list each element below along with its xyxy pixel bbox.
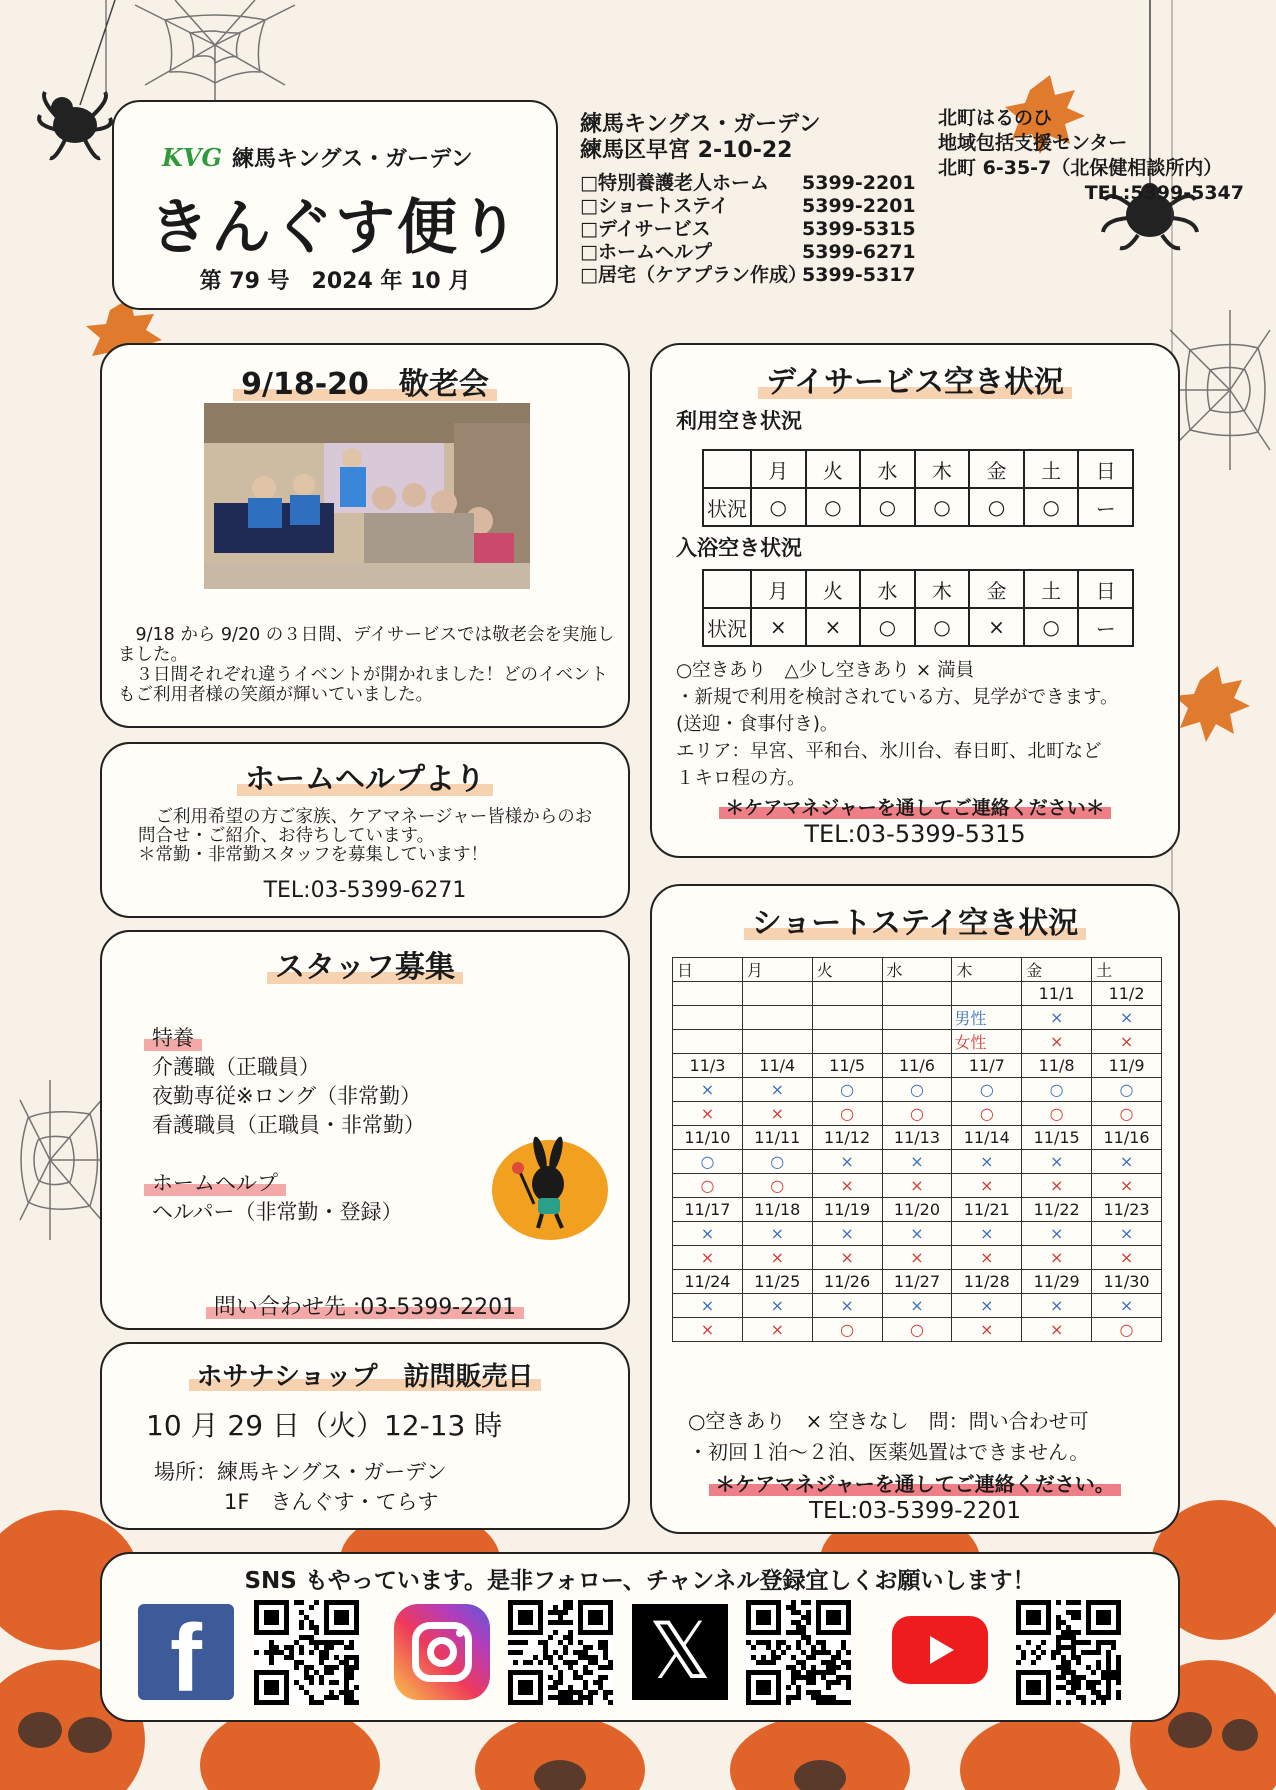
corner-cell bbox=[703, 570, 751, 608]
date-cell bbox=[742, 982, 812, 1006]
day-header: 月 bbox=[751, 570, 806, 608]
date-cell: 11/29 bbox=[1022, 1270, 1092, 1294]
status-cell: ○ bbox=[806, 488, 861, 526]
female-status-cell: × bbox=[812, 1246, 882, 1270]
sns-text: SNS もやっています。是非フォロー、チャンネル登録宜しくお願いします！ bbox=[244, 1568, 1036, 1594]
female-status-cell: × bbox=[742, 1318, 812, 1342]
date-cell: 11/14 bbox=[952, 1126, 1022, 1150]
dayservice-notes bbox=[676, 657, 1119, 792]
male-status-cell: × bbox=[1022, 1222, 1092, 1246]
date-cell bbox=[882, 982, 952, 1006]
service-tel: 5399-5317 bbox=[802, 264, 916, 286]
rabbit-mascot-icon bbox=[490, 1132, 610, 1242]
service-tel: 5399-2201 bbox=[802, 172, 916, 194]
day-header: 火 bbox=[806, 450, 861, 488]
female-status-cell: × bbox=[1022, 1318, 1092, 1342]
center-info bbox=[938, 106, 1268, 206]
status-cell: × bbox=[969, 608, 1024, 646]
recruit-cat-tokuyo: 特養 bbox=[152, 1024, 194, 1053]
female-label: 女性 bbox=[952, 1030, 1022, 1054]
recruit-panel bbox=[100, 930, 630, 1330]
date-cell bbox=[673, 982, 743, 1006]
male-status-cell: × bbox=[812, 1222, 882, 1246]
bath-table bbox=[702, 569, 1134, 647]
female-status-cell: × bbox=[742, 1102, 812, 1126]
status-cell: ー bbox=[1078, 608, 1133, 646]
dayservice-panel bbox=[650, 343, 1180, 858]
male-status-cell: ○ bbox=[1092, 1078, 1162, 1102]
recruit-item: ヘルパー（非常勤・登録） bbox=[152, 1200, 403, 1224]
date-cell: 11/27 bbox=[882, 1270, 952, 1294]
homehelp-text: ご利用希望の方ご家族、ケアマネージャー皆様からのお問合せ・ご紹介、お待ちしています。 ＊常勤・非常勤スタッフを募集しています！ bbox=[138, 807, 593, 865]
date-cell: 11/11 bbox=[742, 1126, 812, 1150]
title-box bbox=[112, 100, 558, 310]
female-status-cell: ○ bbox=[1092, 1102, 1162, 1126]
keirokai-text: 9/18 から 9/20 の３日間、デイサービスでは敬老会を実施しました。 ３日間それぞれ違うイベントが開かれました！どのイベントもご利用者様の笑顔が輝いていました。 bbox=[118, 625, 615, 705]
row-label: 状況 bbox=[703, 608, 751, 646]
female-status-cell: ○ bbox=[742, 1174, 812, 1198]
date-cell: 11/18 bbox=[742, 1198, 812, 1222]
dayservice-note: エリア：早宮、平和台、氷川台、春日町、北町など bbox=[676, 741, 1102, 762]
usage-label: 利用空き状況 bbox=[676, 409, 802, 433]
shortstay-panel bbox=[650, 884, 1180, 1534]
bath-label: 入浴空き状況 bbox=[676, 536, 802, 560]
female-status-cell: × bbox=[1022, 1030, 1092, 1054]
male-status-cell: × bbox=[742, 1078, 812, 1102]
date-cell: 11/13 bbox=[882, 1126, 952, 1150]
date-cell: 11/21 bbox=[952, 1198, 1022, 1222]
day-header: 金 bbox=[969, 570, 1024, 608]
newsletter-title: きんぐす便り bbox=[149, 193, 521, 263]
shortstay-title: ショートステイ空き状況 bbox=[752, 898, 1078, 942]
male-status-cell: × bbox=[1022, 1294, 1092, 1318]
center-line2: 地域包括支援センター bbox=[938, 132, 1128, 154]
male-status-cell bbox=[882, 1006, 952, 1030]
recruit-list bbox=[152, 1024, 425, 1227]
male-status-cell: × bbox=[952, 1222, 1022, 1246]
day-header: 土 bbox=[1024, 570, 1079, 608]
date-cell: 11/6 bbox=[882, 1054, 952, 1078]
male-status-cell: × bbox=[1092, 1222, 1162, 1246]
male-status-cell: × bbox=[882, 1222, 952, 1246]
shortstay-note: ・初回１泊～２泊、医薬処置はできません。 bbox=[688, 1440, 1090, 1464]
female-status-cell: × bbox=[673, 1246, 743, 1270]
female-status-cell: × bbox=[742, 1246, 812, 1270]
hosana-panel bbox=[100, 1342, 630, 1530]
instagram-qr-code[interactable] bbox=[508, 1600, 613, 1709]
date-cell: 11/28 bbox=[952, 1270, 1022, 1294]
keirokai-panel bbox=[100, 343, 630, 728]
female-status-cell bbox=[882, 1030, 952, 1054]
spider-web-icon bbox=[135, 0, 295, 100]
sns-panel bbox=[100, 1552, 1180, 1722]
day-header: 金 bbox=[969, 450, 1024, 488]
dayservice-cm-note: ＊ケアマネジャーを通してご連絡ください＊ bbox=[725, 793, 1105, 820]
x-qr-code[interactable] bbox=[746, 1600, 851, 1709]
day-header: 日 bbox=[1078, 450, 1133, 488]
hosana-place1: 場所：練馬キングス・ガーデン bbox=[154, 1460, 447, 1484]
status-cell: ○ bbox=[915, 488, 970, 526]
male-status-cell: × bbox=[882, 1294, 952, 1318]
female-status-cell: × bbox=[673, 1318, 743, 1342]
female-status-cell: × bbox=[1092, 1030, 1162, 1054]
male-status-cell: ○ bbox=[882, 1078, 952, 1102]
status-cell: ー bbox=[1078, 488, 1133, 526]
date-cell: 11/4 bbox=[742, 1054, 812, 1078]
female-status-cell: ○ bbox=[882, 1318, 952, 1342]
female-status-cell: × bbox=[882, 1174, 952, 1198]
homehelp-title: ホームヘルプより bbox=[245, 754, 485, 798]
date-cell: 11/8 bbox=[1022, 1054, 1092, 1078]
weekday-header: 火 bbox=[812, 958, 882, 982]
day-header: 水 bbox=[860, 570, 915, 608]
male-status-cell bbox=[673, 1006, 743, 1030]
dayservice-legend: ○空きあり △少し空きあり × 満員 bbox=[676, 660, 975, 681]
service-row bbox=[580, 264, 940, 287]
usage-table bbox=[702, 449, 1134, 527]
spider-icon bbox=[39, 0, 115, 158]
status-cell: ○ bbox=[751, 488, 806, 526]
recruit-item: 看護職員（正職員・非常勤） bbox=[152, 1113, 425, 1137]
female-status-cell: × bbox=[952, 1246, 1022, 1270]
shortstay-notes bbox=[688, 1406, 1089, 1468]
female-status-cell: ○ bbox=[673, 1174, 743, 1198]
service-tel: 5399-5315 bbox=[802, 218, 916, 240]
date-cell bbox=[952, 982, 1022, 1006]
service-label: □ショートステイ bbox=[580, 195, 729, 217]
male-status-cell: × bbox=[1092, 1006, 1162, 1030]
female-status-cell: × bbox=[812, 1174, 882, 1198]
day-header: 木 bbox=[915, 450, 970, 488]
status-cell: × bbox=[751, 608, 806, 646]
female-status-cell: ○ bbox=[1022, 1102, 1092, 1126]
female-status-cell: ○ bbox=[952, 1102, 1022, 1126]
male-status-cell: × bbox=[742, 1294, 812, 1318]
status-cell: ○ bbox=[1024, 608, 1079, 646]
service-tel: 5399-2201 bbox=[802, 195, 916, 217]
male-status-cell: ○ bbox=[812, 1078, 882, 1102]
date-cell: 11/5 bbox=[812, 1054, 882, 1078]
autumn-leaf-icon bbox=[1174, 666, 1250, 742]
female-status-cell: × bbox=[1022, 1246, 1092, 1270]
weekday-header: 木 bbox=[952, 958, 1022, 982]
date-cell: 11/16 bbox=[1092, 1126, 1162, 1150]
female-status-cell: ○ bbox=[812, 1102, 882, 1126]
status-cell: ○ bbox=[860, 488, 915, 526]
dayservice-note: ・新規で利用を検討されている方、見学ができます。 bbox=[676, 687, 1119, 708]
row-label: 状況 bbox=[703, 488, 751, 526]
male-status-cell: × bbox=[812, 1294, 882, 1318]
recruit-contact: 問い合わせ先 :03-5399-2201 bbox=[214, 1290, 516, 1321]
male-status-cell: × bbox=[1092, 1150, 1162, 1174]
date-cell: 11/10 bbox=[673, 1126, 743, 1150]
recruit-cat-homehelp: ホームヘルプ bbox=[152, 1169, 278, 1198]
date-cell: 11/9 bbox=[1092, 1054, 1162, 1078]
x-icon[interactable]: 𝕏 bbox=[632, 1604, 728, 1700]
dayservice-note: (送迎・食事付き)。 bbox=[676, 714, 839, 735]
service-label: □特別養護老人ホーム bbox=[580, 172, 769, 194]
facility-address: 練馬区早宮 2-10-22 bbox=[580, 138, 793, 163]
corner-cell bbox=[703, 450, 751, 488]
service-label: □ホームヘルプ bbox=[580, 241, 712, 263]
facility-name: 練馬キングス・ガーデン bbox=[580, 112, 821, 137]
service-label: □デイサービス bbox=[580, 218, 711, 240]
service-row bbox=[580, 218, 940, 241]
day-header: 月 bbox=[751, 450, 806, 488]
weekday-header: 金 bbox=[1022, 958, 1092, 982]
recruit-item: 夜勤専従※ロング（非常勤） bbox=[152, 1084, 422, 1108]
female-status-cell: × bbox=[673, 1102, 743, 1126]
day-header: 日 bbox=[1078, 570, 1133, 608]
female-status-cell: × bbox=[1092, 1174, 1162, 1198]
youtube-qr-code[interactable] bbox=[1016, 1600, 1121, 1709]
female-status-cell: × bbox=[1022, 1174, 1092, 1198]
male-status-cell: ○ bbox=[1022, 1078, 1092, 1102]
female-status-cell: ○ bbox=[812, 1318, 882, 1342]
facility-info bbox=[580, 112, 940, 287]
male-status-cell: × bbox=[673, 1294, 743, 1318]
male-status-cell: × bbox=[882, 1150, 952, 1174]
date-cell: 11/26 bbox=[812, 1270, 882, 1294]
center-line3: 北町 6-35-7（北保健相談所内） bbox=[938, 157, 1223, 179]
date-cell: 11/30 bbox=[1092, 1270, 1162, 1294]
keirokai-photo bbox=[204, 403, 530, 589]
date-cell: 11/3 bbox=[673, 1054, 743, 1078]
shortstay-legend: ○空きあり × 空きなし 問：問い合わせ可 bbox=[688, 1409, 1089, 1433]
male-status-cell: ○ bbox=[952, 1078, 1022, 1102]
male-status-cell: × bbox=[812, 1150, 882, 1174]
female-status-cell bbox=[742, 1030, 812, 1054]
youtube-icon[interactable] bbox=[892, 1616, 988, 1684]
female-status-cell: × bbox=[1092, 1246, 1162, 1270]
status-cell: × bbox=[806, 608, 861, 646]
date-cell: 11/12 bbox=[812, 1126, 882, 1150]
dayservice-title: デイサービス空き状況 bbox=[766, 357, 1064, 401]
day-header: 水 bbox=[860, 450, 915, 488]
facebook-qr-code[interactable] bbox=[254, 1600, 359, 1709]
dayservice-tel: TEL:03-5399-5315 bbox=[804, 820, 1026, 848]
date-cell: 11/25 bbox=[742, 1270, 812, 1294]
female-status-cell bbox=[673, 1030, 743, 1054]
female-status-cell: × bbox=[952, 1174, 1022, 1198]
date-cell: 11/22 bbox=[1022, 1198, 1092, 1222]
day-header: 土 bbox=[1024, 450, 1079, 488]
male-status-cell: × bbox=[1092, 1294, 1162, 1318]
center-tel: TEL:5399-5347 bbox=[1084, 182, 1244, 204]
female-status-cell bbox=[812, 1030, 882, 1054]
status-cell: ○ bbox=[1024, 488, 1079, 526]
male-status-cell: ○ bbox=[742, 1150, 812, 1174]
shortstay-tel: TEL:03-5399-2201 bbox=[808, 1498, 1022, 1524]
date-cell: 11/2 bbox=[1092, 982, 1162, 1006]
recruit-title: スタッフ募集 bbox=[275, 942, 455, 986]
service-row bbox=[580, 195, 940, 218]
weekday-header: 日 bbox=[673, 958, 743, 982]
male-status-cell bbox=[742, 1006, 812, 1030]
female-status-cell: × bbox=[882, 1246, 952, 1270]
hosana-title: ホサナショップ 訪問販売日 bbox=[197, 1356, 534, 1393]
male-status-cell: × bbox=[952, 1150, 1022, 1174]
date-cell: 11/15 bbox=[1022, 1126, 1092, 1150]
homehelp-tel: TEL:03-5399-6271 bbox=[263, 878, 467, 903]
day-header: 火 bbox=[806, 570, 861, 608]
weekday-header: 土 bbox=[1092, 958, 1162, 982]
date-cell: 11/20 bbox=[882, 1198, 952, 1222]
date-cell: 11/7 bbox=[952, 1054, 1022, 1078]
male-status-cell: × bbox=[1022, 1006, 1092, 1030]
org-name: 練馬キングス・ガーデン bbox=[231, 147, 473, 172]
service-list bbox=[580, 172, 940, 287]
weekday-header: 水 bbox=[882, 958, 952, 982]
homehelp-panel bbox=[100, 742, 630, 918]
male-status-cell bbox=[812, 1006, 882, 1030]
keirokai-title: 9/18-20 敬老会 bbox=[241, 359, 489, 403]
date-cell: 11/1 bbox=[1022, 982, 1092, 1006]
recruit-item: 介護職（正職員） bbox=[152, 1055, 320, 1079]
status-cell: ○ bbox=[969, 488, 1024, 526]
date-cell bbox=[812, 982, 882, 1006]
male-status-cell: × bbox=[673, 1222, 743, 1246]
male-status-cell: × bbox=[673, 1078, 743, 1102]
weekday-header: 月 bbox=[742, 958, 812, 982]
female-status-cell: ○ bbox=[882, 1102, 952, 1126]
male-status-cell: × bbox=[952, 1294, 1022, 1318]
status-cell: ○ bbox=[915, 608, 970, 646]
date-cell: 11/19 bbox=[812, 1198, 882, 1222]
service-row bbox=[580, 241, 940, 264]
center-line1: 北町はるのひ bbox=[938, 107, 1053, 129]
female-status-cell: × bbox=[952, 1318, 1022, 1342]
male-status-cell: × bbox=[742, 1222, 812, 1246]
issue-number: 第 79 号 2024 年 10 月 bbox=[199, 269, 471, 294]
kvg-logo: KVG bbox=[162, 143, 222, 172]
male-status-cell: ○ bbox=[673, 1150, 743, 1174]
shortstay-table bbox=[672, 957, 1162, 1342]
status-cell: ○ bbox=[860, 608, 915, 646]
facebook-icon[interactable]: f bbox=[138, 1604, 234, 1700]
hosana-date: 10 月 29 日（火）12-13 時 bbox=[146, 1409, 503, 1442]
female-status-cell: ○ bbox=[1092, 1318, 1162, 1342]
service-row bbox=[580, 172, 940, 195]
service-tel: 5399-6271 bbox=[802, 241, 916, 263]
service-label: □居宅（ケアプラン作成） bbox=[580, 264, 807, 286]
hosana-place2: 1F きんぐす・てらす bbox=[224, 1490, 439, 1514]
instagram-icon[interactable] bbox=[394, 1604, 490, 1700]
date-cell: 11/17 bbox=[673, 1198, 743, 1222]
shortstay-cm-note: ＊ケアマネジャーを通してご連絡ください。 bbox=[715, 1468, 1115, 1497]
dayservice-note: １キロ程の方。 bbox=[676, 768, 806, 789]
date-cell: 11/24 bbox=[673, 1270, 743, 1294]
date-cell: 11/23 bbox=[1092, 1198, 1162, 1222]
male-label: 男性 bbox=[952, 1006, 1022, 1030]
male-status-cell: × bbox=[1022, 1150, 1092, 1174]
day-header: 木 bbox=[915, 570, 970, 608]
